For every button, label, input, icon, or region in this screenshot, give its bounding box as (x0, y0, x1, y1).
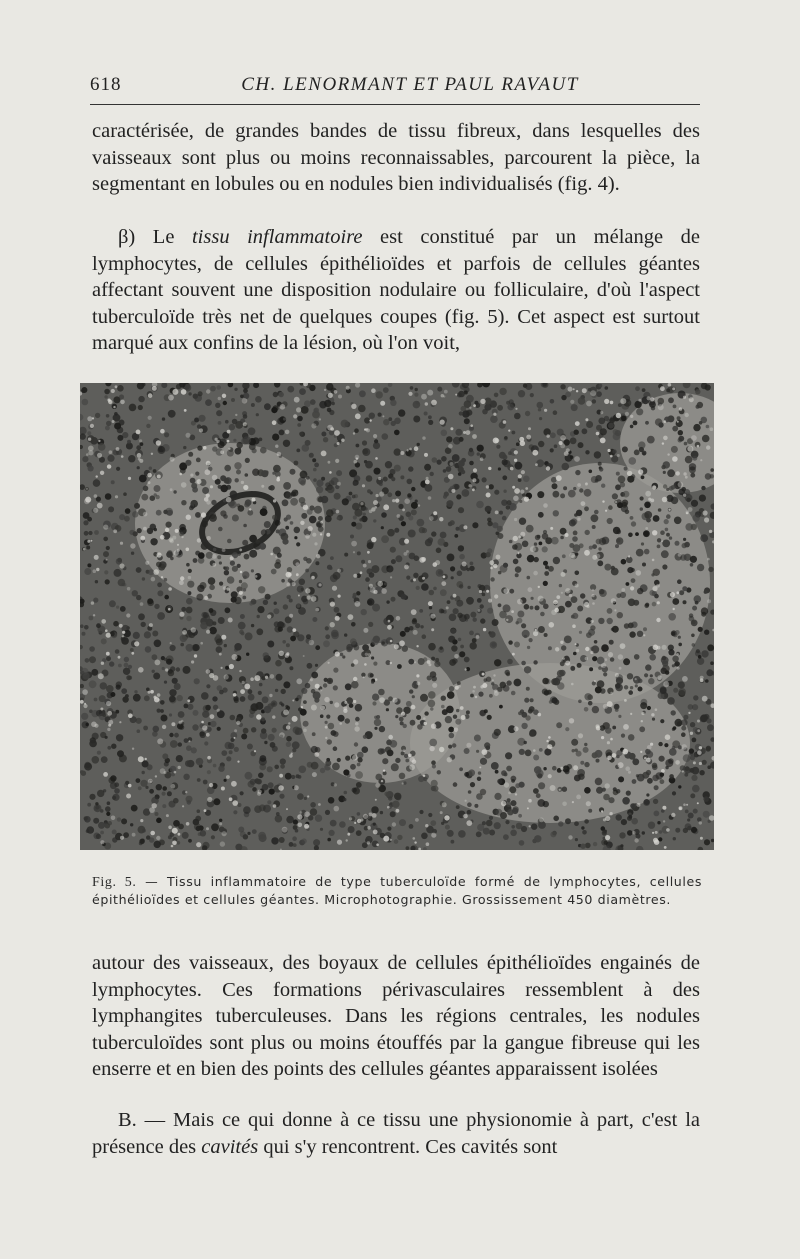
paragraph-3: autour des vaisseaux, des boyaux de cellules épithélioïdes engainés de lymphocytes. Ces formations périvasculaires ressemblent à des lymphangites tuberculeuses. Dans les régions centrales, les nodules tuberculoïdes sont plus ou moins étouffés par la gangue fibreuse qui les enserre et en bien des points des cellules géantes apparaissent isolées (92, 952, 700, 1080)
microphotograph-image (80, 383, 714, 850)
paragraph-4-italic: cavités (201, 1135, 259, 1158)
paragraph-2-start: β) Le (118, 226, 192, 248)
microphotograph (80, 383, 714, 850)
paragraph-2-end: est constitué par un mélange de lymphocytes, de cellules épithélioïdes et parfois de cellules géantes affectant souvent une disposition nodulaire ou folliculaire, d'où l'aspect tuberculoïde très net de quelques coupes (fig. 5). Cet aspect est surtout marqué aux confins de la lésion, où l'on voit, (92, 226, 701, 354)
paragraph-1: caractérisée, de grandes bandes de tissu fibreux, dans lesquelles des vaisseaux sont plus ou moins reconnaissables, parcourent la pièce, la segmentant en lobules ou en nodules bien individualisés (fig. 4). (92, 120, 700, 195)
running-head: CH. LENORMANT ET PAUL RAVAUT (241, 74, 579, 95)
paragraph-4-end: qui s'y rencontrent. Ces cavités sont (258, 1135, 558, 1158)
figure-label: Fig. 5. (92, 875, 137, 890)
figure-caption-text: — Tissu inflammatoire de type tuberculoïde formé de lymphocytes, cellules épithélioïdes et cellules géantes. Microphotographie. Grossissement 450 diamètres. (92, 874, 702, 907)
paragraph-4-start: B. — Mais ce qui donne à ce tissu une physionomie à part, c'est la présence des (92, 1109, 700, 1158)
paragraph-2-italic: tissu inflammatoire (191, 226, 363, 248)
paragraph-2 (92, 224, 700, 357)
figure-caption (92, 873, 702, 908)
page-header (90, 70, 700, 105)
paragraph-4 (92, 1107, 700, 1160)
page-number: 618 (90, 74, 122, 95)
